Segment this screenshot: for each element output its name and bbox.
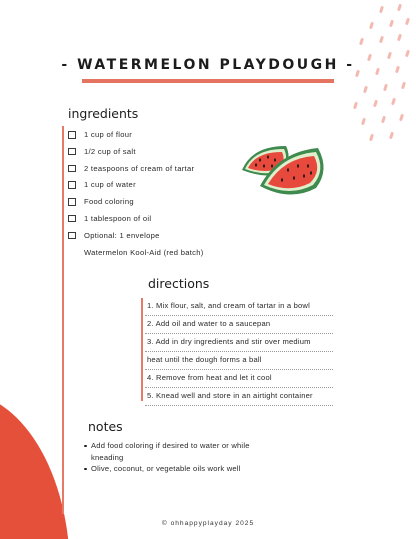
decorative-dash [397,4,402,12]
decorative-dash [389,20,394,28]
notes-list [84,440,281,475]
ingredient-label: 2 teaspoons of cream of tartar [84,163,195,173]
decorative-red-blob [0,392,70,539]
watermelon-illustration [238,140,334,202]
decorative-dash [379,36,384,44]
ingredient-label: Optional: 1 envelope [84,230,160,240]
decorative-dash [369,22,374,30]
decorative-dash [405,18,410,26]
ingredients-list [68,129,194,247]
note-item: Add food coloring if desired to water or while kneading [84,440,266,463]
direction-step: 1. Mix flour, salt, and cream of tartar in a bowl [145,298,333,316]
ingredient-item[interactable] [68,213,194,230]
title-underline [82,79,334,83]
ingredient-label: 1 cup of flour [84,130,133,139]
decorative-dashes [346,0,416,160]
copyright-footer: © ohhappyplayday 2025 [161,520,255,527]
ingredient-item[interactable] [68,163,194,180]
decorative-dash [369,134,374,142]
checkbox[interactable] [68,181,76,189]
page-title: - WATERMELON PLAYDOUGH - [61,57,355,73]
ingredient-label: 1/2 cup of salt [84,146,136,156]
decorative-dash [379,6,384,14]
checkbox[interactable] [68,148,76,156]
ingredient-label: 1 tablespoon of oil [84,213,152,223]
ingredient-item[interactable] [68,146,194,163]
ingredients-heading: ingredients [68,106,139,121]
note-item: Olive, coconut, or vegetable oils work well [84,463,281,475]
directions-heading: directions [148,276,210,291]
ingredient-continuation: Watermelon Kool-Aid (red batch) [84,248,204,257]
direction-step: 4. Remove from heat and let it cool [145,370,333,388]
ingredient-label: 1 cup of water [84,180,136,190]
checkbox[interactable] [68,198,76,206]
checkbox[interactable] [68,131,76,139]
decorative-dash [397,34,402,42]
decorative-dash [389,132,394,140]
decorative-dash [353,102,358,110]
decorative-dash [383,84,388,92]
direction-step: 2. Add oil and water to a saucepan [145,316,333,334]
left-divider-line [62,126,64,514]
ingredient-item[interactable] [68,179,194,196]
checkbox[interactable] [68,215,76,223]
decorative-dash [401,82,406,90]
directions-divider-line [141,298,143,401]
directions-list [145,298,333,406]
decorative-dash [373,100,378,108]
decorative-dash [391,98,396,106]
checkbox[interactable] [68,165,76,173]
decorative-dash [381,116,386,124]
ingredient-item[interactable] [68,129,194,146]
decorative-dash [361,118,366,126]
ingredient-label: Food coloring [84,197,134,207]
ingredient-item[interactable] [68,230,194,247]
checkbox[interactable] [68,232,76,240]
direction-step-continuation: heat until the dough forms a ball [145,352,333,370]
decorative-dash [363,86,368,94]
direction-step: 3. Add in dry ingredients and stir over medium [145,334,333,352]
direction-step: 5. Knead well and store in an airtight container [145,388,333,406]
notes-heading: notes [88,419,123,434]
decorative-dash [359,38,364,46]
ingredient-item[interactable] [68,196,194,213]
decorative-dash [399,114,404,122]
